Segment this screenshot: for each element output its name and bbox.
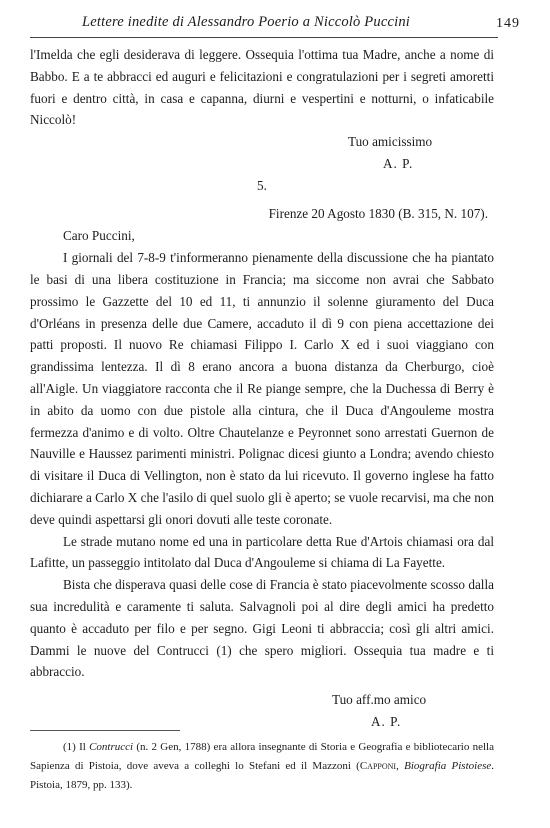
footnote [30,738,494,794]
footnote-citation: . Pistoia, 1879, pp. 133). [30,759,494,791]
letter-signature: A. P. [371,713,402,729]
footnote-work: Biografia Pistoiese [404,759,492,772]
previous-letter-signature: A. P. [383,155,414,171]
previous-letter-tail: l'Imelda che egli desiderava di leggere. Ossequia l'ottima tua Madre, anche a nome di Babbo. E a te abbracci ed auguri e felicitazioni e congratulazioni per i segreti amoretti fuori e dentro città, in casa e capanna, diurni e vespertini e notturni, o infaticabile Niccolò! [30,47,494,128]
footnote-text: (n. 2 Gen, 1788) era allora insegnante di Storia e Geografia e bibliotecario nella Sapienza di Pistoia, dove aveva a colleghi lo Stefani ed il Mazzoni ( [30,741,494,772]
letter-salutation: Caro Puccini, [63,228,135,244]
previous-letter-closing: Tuo amicissimo [348,134,433,150]
header-rule [30,37,498,38]
page-number: 149 [496,16,520,31]
running-head: Lettere inedite di Alessandro Poerio a Niccolò Puccini [82,14,410,30]
footnote-author: Capponi [359,759,397,772]
footnote-rule [30,730,180,731]
main-text [30,44,494,733]
letter-number: 5. [257,177,267,193]
letter-closing: Tuo aff.mo amico [332,692,427,708]
letter-dateline: Firenze 20 Agosto 1830 (B. 315, N. 107). [268,205,488,221]
footnote-separator: , [396,759,405,772]
letter-paragraph: I giornali del 7-8-9 t'informeranno pienamente della discussione che ha piantato le basi di una libera costituzione in Francia; ma siccome non avrai che Sabbato prossimo le Gazzette del 10 ed 11, ti annunzio il solenne giuramento del Duca d'Orléans in presenza delle due Camere, accaduto il dì 9 con piena accettazione dei patti proposti. Il nuovo Re chiamasi Filippo I. Carlo X ed i suoi viaggiano con grandissima lentezza. Il dì 8 erano ancora a buona distanza da Cherburgo, cioè all'Aigle. Un viaggiatore racconta che il Re piange sempre, che la Duchessa di Berry è in abito da uomo con due pistole alla cintura, che il Duca d'Angouleme mostra fermezza d'animo e di volto. Oltre Chautelanze e Peyronnet sono arrestati Guernon de Nauville e Haussez parimenti ministri. Polignac dicesi giunto a Londra; avendo chiesto di visitare il Duca di Vellington, non è stato da lui ricevuto. Il governo inglese ha fatto dichiarare a Carlo X che l'asilo di quel suolo gli è aperto; se vuole recarvisi, ma che non deve quindi aspettarsi gli onori dovuti alle teste coronate. [30,250,494,527]
letter-paragraph: Bista che disperava quasi delle cose di Francia è stato piacevolmente scosso dalla sua incredulità e caramente ti saluta. Salvagnoli poi al dire degli amici ha predetto quanto è accaduto per filo e per segno. Gigi Leoni ti abbraccia; così gli altri amici. Dammi le nuove del Contrucci (1) che spero migliori. Ossequia tua madre e ti abbraccio. [30,577,494,680]
footnote-marker: (1) Il [63,741,86,753]
footnote-name: Contrucci [89,741,134,753]
letter-paragraph: Le strade mutano nome ed una in particolare detta Rue d'Artois chiamasi ora dal Lafitte, un passeggio intitolato dal Duca d'Angouleme si chiama di La Fayette. [30,533,494,571]
